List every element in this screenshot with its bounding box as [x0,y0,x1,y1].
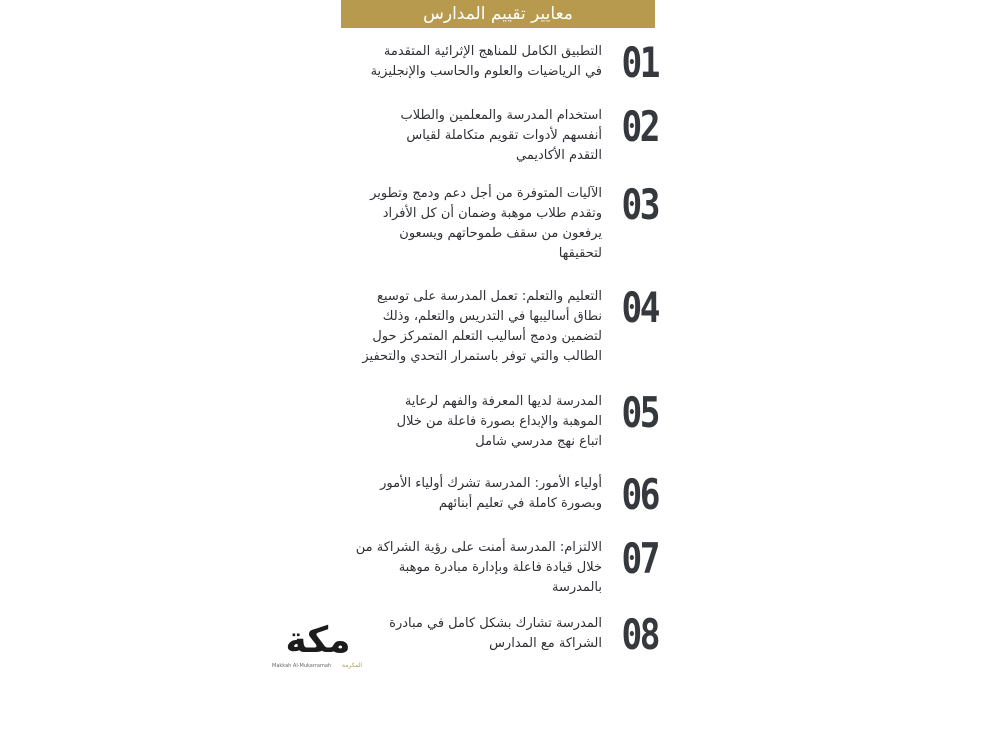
criterion-text: المدرسة تشارك بشكل كامل في مبادرة الشراكة مع المدارس [389,616,602,651]
criterion-text: المدرسة لديها المعرفة والفهم لرعاية الموهبة والإبداع بصورة فاعلة من خلال اتباع نهج مدرسي شامل [396,394,602,449]
makkah-newspaper-logo [268,614,368,670]
criterion-text: استخدام المدرسة والمعلمين والطلاب أنفسهم لأدوات تقويم متكاملة لقياس التقدم الأكاديمي [400,108,602,163]
criterion-item [340,536,658,598]
criterion-number: 04 [621,283,658,332]
criterion-number: 08 [621,610,658,659]
logo-latin-text: Makkah Al-Mukarramah [272,663,332,669]
criterion-text: التطبيق الكامل للمناهج الإثرائية المتقدمة في الرياضيات والعلوم والحاسب والإنجليزية [370,44,602,79]
criterion-number: 06 [621,470,658,519]
criterion-item [340,40,658,86]
criterion-number: 03 [621,180,658,229]
criterion-text: الالتزام: المدرسة أمنت على رؤية الشراكة من خلال قيادة فاعلة وبإدارة مبادرة موهبة بالمدرسة [355,540,602,595]
logo-arabic-small-text: المكرمة [341,662,363,669]
criterion-number: 07 [621,534,658,583]
criterion-text: التعليم والتعلم: تعمل المدرسة على توسيع نطاق أساليبها في التدريس والتعلم، وذلك لتضمين ودمج أساليب التعلم المتمركز حول الطالب والتي توفر باستمرار التحدي والتحفيز [362,289,602,364]
criterion-item [340,472,658,518]
criterion-number: 02 [621,102,658,151]
criterion-text: أولياء الأمور: المدرسة تشرك أولياء الأمور وبصورة كاملة في تعليم أبنائهم [380,476,602,511]
criterion-item [340,390,658,452]
criterion-item [340,612,658,658]
criterion-item [340,285,658,367]
criterion-number: 01 [621,38,658,87]
logo-arabic-text: مكة [285,620,351,661]
criterion-text: الآليات المتوفرة من أجل دعم ودمج وتطوير وتقدم طلاب موهبة وضمان أن كل الأفراد يرفعون من سقف طموحاتهم ويسعون لتحقيقها [370,186,602,261]
criterion-number: 05 [621,388,658,437]
criterion-item [340,182,658,264]
page-title: معايير تقييم المدارس [341,0,655,28]
criterion-item [340,104,658,166]
